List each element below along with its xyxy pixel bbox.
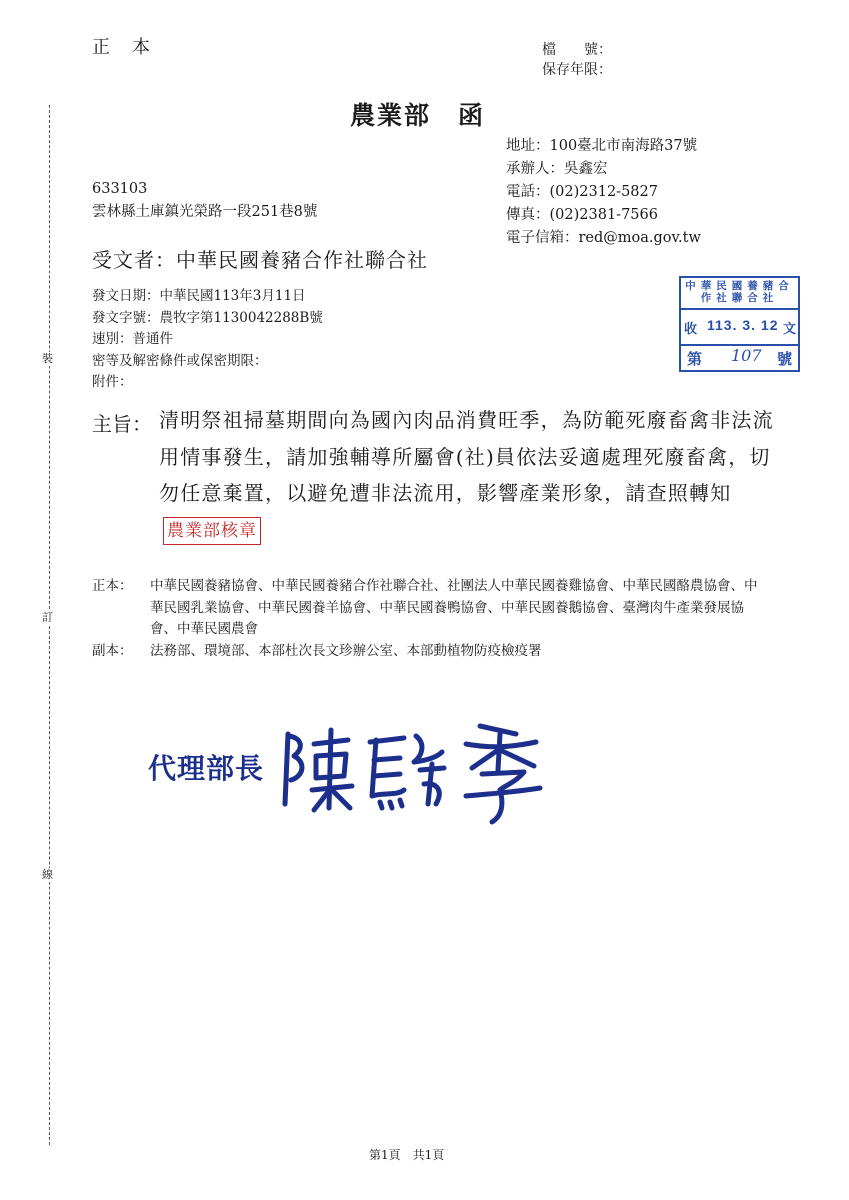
- binding-mark-xian: 線: [42, 868, 53, 881]
- stamp-date: 113. 3. 12: [707, 317, 779, 333]
- recipient: 受文者：中華民國養豬合作社聯合社: [92, 248, 428, 272]
- stamp-no-label: 第: [687, 351, 703, 368]
- file-meta: [542, 40, 612, 80]
- subject-text: 清明祭祖掃墓期間向為國內肉品消費旺季，為防範死廢畜禽非法流用情事發生，請加強輔導所屬會(社)員依法妥適處理死廢畜禽，切勿任意棄置，以避免遭非法流用，影響產業形象，請查照轉知: [159, 408, 774, 505]
- stamp-date-row: [681, 308, 798, 346]
- delivery-speed: 速別：普通件: [92, 331, 173, 347]
- sender-info: [506, 135, 701, 250]
- stamp-no-suffix: 號: [776, 351, 792, 368]
- sender-address: 地址：100臺北市南海路37號: [506, 138, 698, 154]
- handwritten-signature: [148, 712, 568, 832]
- recipient-street-address: 雲林縣土庫鎮光榮路一段251巷8號: [92, 204, 318, 220]
- primary-recipients: 中華民國養豬協會、中華民國養豬合作社聯合社、社團法人中華民國養雞協會、中華民國酪農協會、中華民國乳業協會、中華民國養羊協會、中華民國養鴨協會、中華民國養鵝協會、臺灣肉牛產業發展協會、中華民國農會: [150, 578, 758, 637]
- postal-code: 633103: [92, 181, 148, 197]
- binding-mark-zhuang: 裝: [42, 352, 53, 365]
- binding-line: [49, 105, 50, 1145]
- email: 電子信箱：red@moa.gov.tw: [506, 230, 701, 246]
- stamp-receive-label: 收: [684, 321, 698, 336]
- primary-recipients-label: 正本：: [92, 578, 133, 594]
- document-number: 發文字號：農牧字第1130042288B號: [92, 309, 323, 326]
- signature-block: [148, 712, 568, 832]
- retention-label: 保存年限：: [542, 62, 612, 78]
- page-number: 第1頁 共1頁: [369, 1148, 445, 1162]
- attachment: 附件：: [92, 374, 133, 390]
- binding-mark-ding: 訂: [42, 611, 53, 624]
- recipient-address: [92, 178, 317, 224]
- copy-recipients: 法務部、環境部、本部杜次長文珍辦公室、本部動植物防疫檢疫署: [150, 643, 542, 659]
- contact-person: 承辦人：吳鑫宏: [506, 161, 608, 177]
- stamp-doc-label: 文: [782, 321, 796, 336]
- stamp-organization: 中華民國養豬合作社聯合社: [685, 280, 794, 304]
- fax: 傳真：(02)2381-7566: [506, 207, 658, 223]
- copy-type: 正本: [92, 37, 172, 58]
- phone: 電話：(02)2312-5827: [506, 184, 658, 200]
- file-number-label: 檔 號：: [542, 42, 612, 58]
- issue-date: 發文日期：中華民國113年3月11日: [92, 288, 306, 304]
- signatory-title: 代理部長: [148, 752, 265, 785]
- receipt-stamp: [679, 276, 800, 372]
- approval-seal: 農業部核章: [163, 517, 261, 545]
- document-title: 農業部 函: [350, 101, 486, 130]
- document-meta: [92, 286, 323, 394]
- stamp-number: 107: [731, 346, 762, 365]
- subject-label: 主旨：: [92, 412, 152, 436]
- copy-recipients-label: 副本：: [92, 643, 133, 659]
- secrecy-level: 密等及解密條件或保密期限：: [92, 352, 268, 369]
- subject-body: [159, 402, 781, 548]
